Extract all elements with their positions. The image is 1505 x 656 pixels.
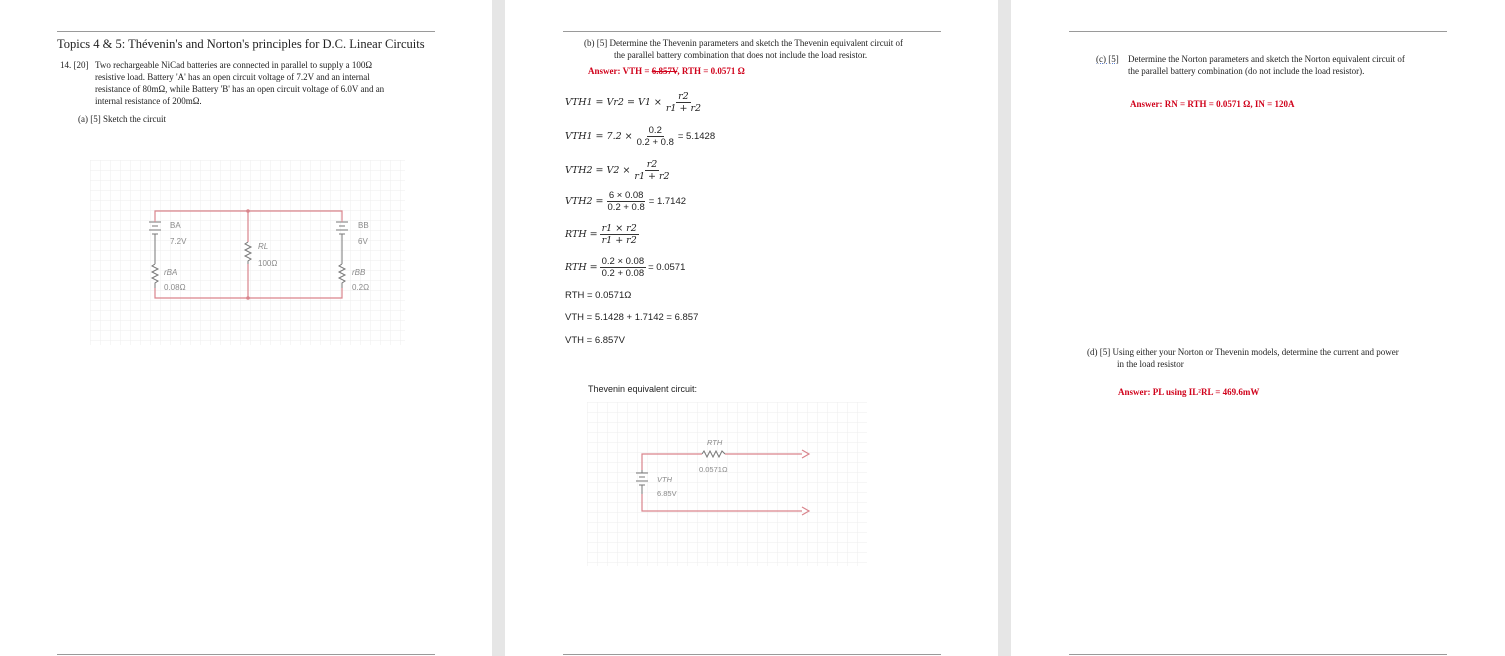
junction-node [246,209,250,213]
rba-label: rBA [164,268,178,277]
page-3 [1011,0,1505,656]
rl-value: 100Ω [258,259,278,268]
header-rule [563,31,941,32]
answer-c: Answer: RN = RTH = 0.0571 Ω, IN = 120A [1130,99,1295,109]
parallel-battery-circuit [90,160,405,345]
question-number: 14. [20] [60,60,89,70]
page-gap [492,0,505,656]
circuit-grid [90,160,405,345]
circuit-grid [587,402,867,566]
vth-value: 6.85V [657,489,677,498]
equation: VTH = 5.1428 + 1.7142 = 6.857 [565,312,699,323]
thevenin-heading: Thevenin equivalent circuit: [588,384,698,394]
answer-vth: 6.857V [651,66,678,76]
battery-b-voltage: 6V [358,237,368,246]
page-2 [505,0,998,656]
header-rule [1069,31,1447,32]
page-1 [0,0,492,656]
page-title: Topics 4 & 5: Thévenin's and Norton's principles for D.C. Linear Circuits [57,37,425,51]
part-d-prompt: (d) [5] Using either your Norton or Thevenin models, determine the current and power [1087,347,1399,357]
rth-value: 0.0571Ω [699,465,728,474]
part-d-prompt: in the load resistor [1117,359,1184,369]
thevenin-equivalent-circuit [587,402,867,566]
part-b-prompt: the parallel battery combination that does not include the load resistor. [614,50,868,60]
equation: VTH = 6.857V [565,335,625,346]
junction-node [246,296,250,300]
part-c-prompt: Determine the Norton parameters and sketch the Norton equivalent circuit of [1128,54,1405,64]
equation: VTH2 = V2 × $\frac{r2}{r1 + r2}$ [565,159,670,182]
equation: RTH = 0.0571Ω [565,290,632,301]
battery-a-label: BA [170,221,181,230]
answer-b [588,66,745,76]
footer-rule [1069,654,1447,655]
answer-d: Answer: PL using IL²RL = 469.6mW [1118,387,1260,397]
footer-rule [563,654,941,655]
rth-label: RTH [707,438,723,447]
rba-value: 0.08Ω [164,283,186,292]
answer-prefix: Answer: VTH = [588,66,652,76]
rbb-label: rBB [352,268,366,277]
answer-rth: , RTH = 0.0571 Ω [677,66,745,76]
footer-rule [57,654,435,655]
question-line: resistive load. Battery 'A' has an open circuit voltage of 7.2V and an internal [95,72,370,82]
question-line: Two rechargeable NiCad batteries are connected in parallel to supply a 100Ω [95,60,373,70]
equation: VTH1 = Vr2 = V1 × $\frac{r2}{r1 + r2}$ [565,91,702,114]
equation: RTH = $\frac{r1 \times r2}{r1 + r2}$ [565,223,637,246]
rbb-value: 0.2Ω [352,283,370,292]
vth-label: VTH [657,475,672,484]
header-rule [57,31,435,32]
part-b-prompt: (b) [5] Determine the Thevenin parameters and sketch the Thevenin equivalent circuit of [584,38,904,48]
rl-label: RL [258,242,269,251]
equation: VTH1 = 7.2 × $\frac{0.2}{0.2 + 0.8}$ = 5.1428 [565,125,716,148]
equation: RTH = $\frac{0.2 \times 0.08}{0.2 + 0.08}$ = 0.0571 [565,256,686,279]
page-gap [998,0,1011,656]
battery-a-voltage: 7.2V [170,237,187,246]
equation: VTH2 = $\frac{6 \times 0.08}{0.2 + 0.8}$ = 1.7142 [565,190,687,213]
battery-b-label: BB [358,221,369,230]
part-c-prompt: the parallel battery combination (do not include the load resistor). [1128,66,1365,76]
question-line: resistance of 80mΩ, while Battery 'B' has an open circuit voltage of 6.0V and an [95,84,385,94]
part-c-label: (c) [5] [1096,54,1119,64]
part-a-prompt: (a) [5] Sketch the circuit [78,114,166,124]
question-line: internal resistance of 200mΩ. [95,96,202,106]
